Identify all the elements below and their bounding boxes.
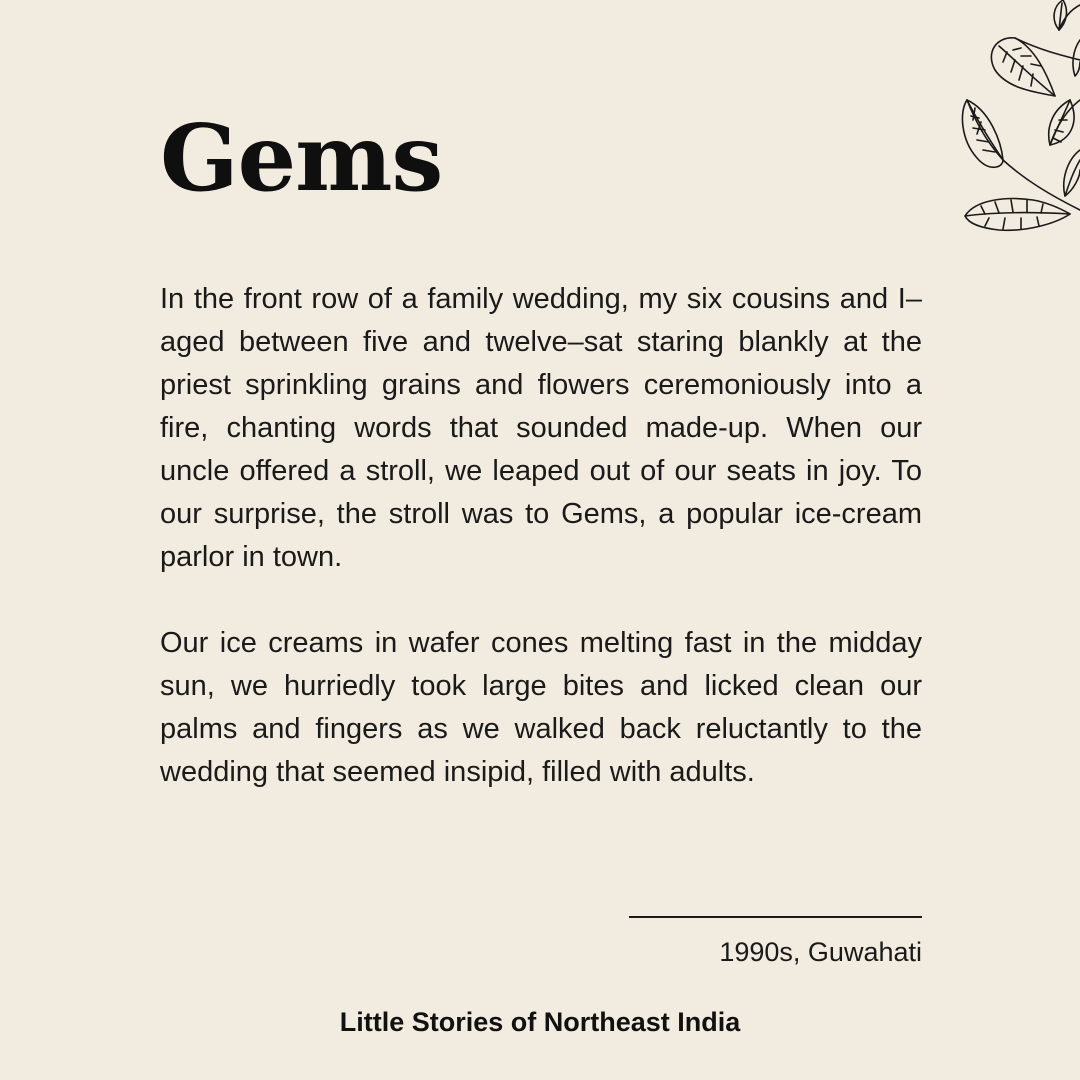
story-title: Gems <box>160 104 443 212</box>
leaf-branch-icon <box>955 0 1080 240</box>
story-byline: 1990s, Guwahati <box>719 937 922 967</box>
story-body <box>160 278 922 794</box>
series-footer: Little Stories of Northeast India <box>339 1007 741 1037</box>
story-paragraph: In the front row of a family wedding, my six cousins and I–aged between five and twelve–sat staring blankly at the priest sprinkling grains and flowers ceremoniously into a fire, chanting words that sounded made-up. When our uncle offered a stroll, we leaped out of our seats in joy. To our surprise, the stroll was to Gems, a popular ice-cream parlor in town. <box>160 283 922 573</box>
byline-divider <box>629 916 922 918</box>
story-paragraph: Our ice creams in wafer cones melting fast in the midday sun, we hurriedly took large bites and licked clean our palms and fingers as we walked back reluctantly to the wedding that seemed insipid, filled with adults. <box>160 627 922 788</box>
